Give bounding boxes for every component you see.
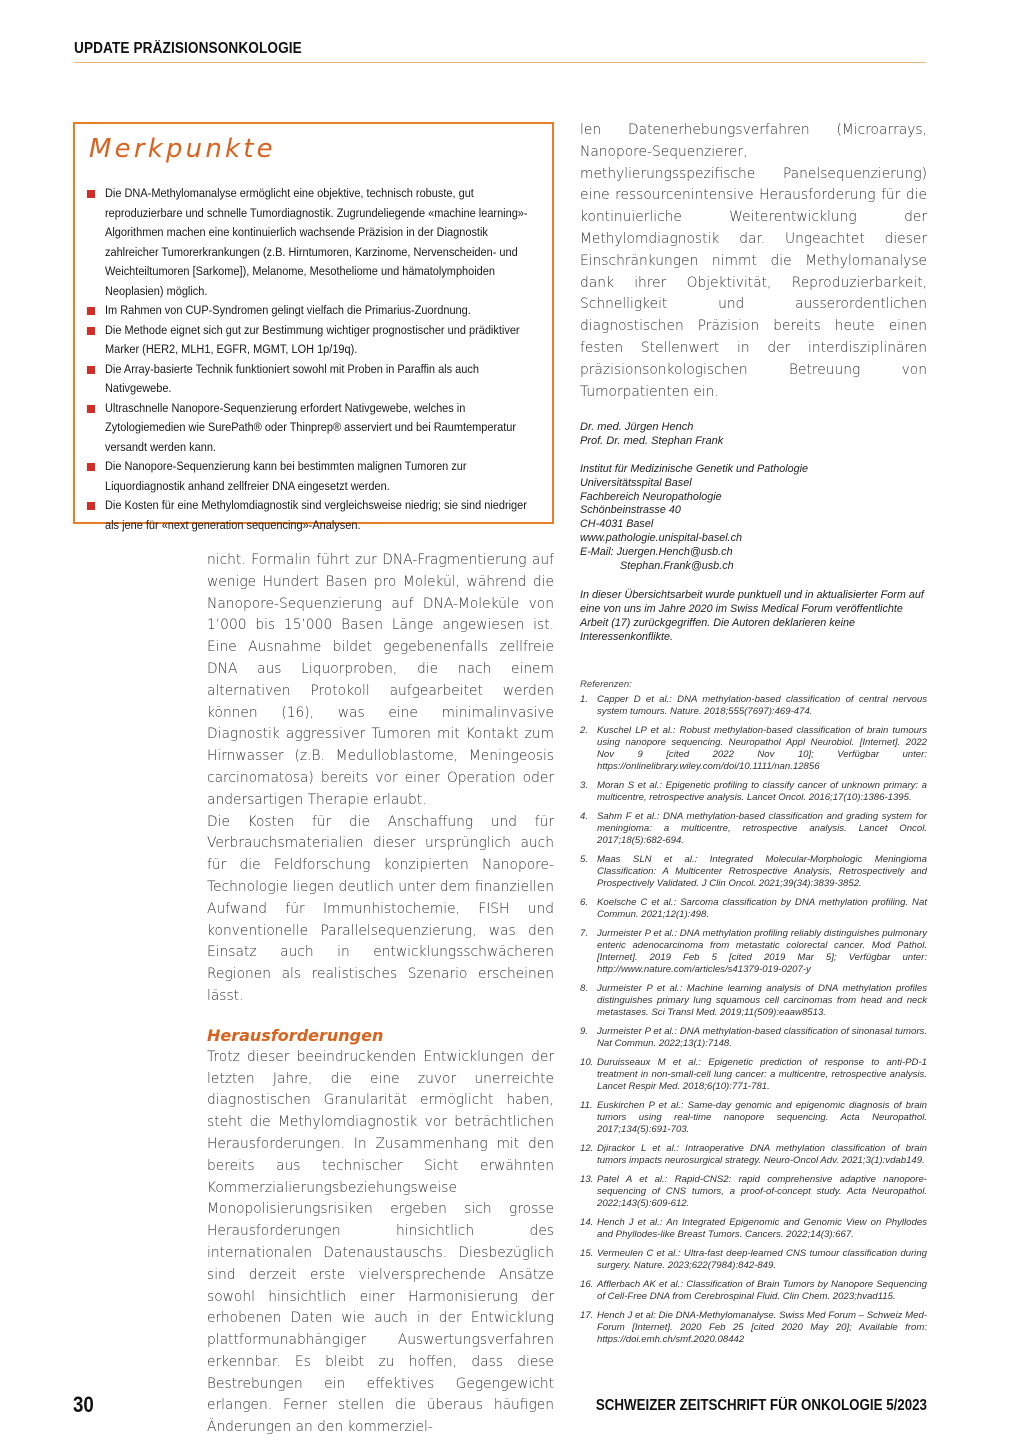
- section-header: UPDATE PRÄZISIONSONKOLOGIE: [74, 40, 302, 57]
- body-paragraph: len Datenerhebungsverfahren (Microarrays, Nanopore-Sequenzierer, methylierungsspezifische Panelsequenzierung) eine ressourcenintensive Herausforderung für die kontinuierliche Weiterentwicklung der Methylomdiagnostik dar. Ungeachtet dieser Einschränkungen nimmt die Methylomanalyse dank ihrer Objektivität, Reproduzierbarkeit, Schnelligkeit und ausserordentlichen diagnostischen Präzision bereits heute einen festen Stellenwert in der interdisziplinären präzisionsonkologischen Betreuung von Tumorpatienten ein.: [580, 122, 927, 400]
- square-bullet-icon: [87, 307, 95, 315]
- institution-block: [580, 463, 927, 573]
- subheading: Herausforderungen: [207, 1025, 384, 1045]
- body-paragraph: nicht. Formalin führt zur DNA-Fragmentierung auf wenige Hundert Basen pro Molekül, während die Nanopore-Sequenzierung auf DNA-Moleküle von 1’000 bis 15’000 Basen Länge angewiesen ist. Eine Ausnahme bildet gegebenenfalls zellfreie DNA aus Liquorproben, die nach einem alternativen Protokoll aufgearbeitet werden können (16), was eine minimalinvasive Diagnostik aggressiver Tumoren mit Kontakt zum Hirnwasser (z.B. Medulloblastome, Meningeosis carcinomatosa) bereits vor einer Operation oder andersartigen Therapie erlaubt.: [207, 552, 554, 808]
- left-body-column: [207, 550, 554, 1439]
- references-title: Referenzen:: [580, 678, 632, 690]
- keypoint-item: Die Nanopore-Sequenzierung kann bei bestimmten malignen Tumoren zur Liquordiagnostik anhand zellfreier DNA eingesetzt werden.: [87, 457, 538, 496]
- square-bullet-icon: [87, 366, 95, 374]
- reference-item: 16. Afflerbach AK et al.: Classification of Brain Tumors by Nanopore Sequencing of Cell-Free DNA from Cerebrospinal Fluid. Clin Chem. 2023;hvad115.: [580, 1278, 927, 1302]
- keypoint-item: Ultraschnelle Nanopore-Sequenzierung erfordert Nativgewebe, welches in Zytologiemedien wie SurePath® oder Thinprep® asserviert und bei Raumtemperatur versandt werden kann.: [87, 399, 538, 458]
- email-link[interactable]: E-Mail: Juergen.Hench@usb.ch: [580, 545, 733, 558]
- square-bullet-icon: [87, 405, 95, 413]
- square-bullet-icon: [87, 327, 95, 335]
- reference-item: 6. Koelsche C et al.: Sarcoma classification by DNA methylation profiling. Nat Commun. 2021;12(1):498.: [580, 896, 927, 920]
- keypoints-box: [73, 122, 554, 532]
- website-link[interactable]: www.pathologie.unispital-basel.ch: [580, 531, 743, 544]
- author-name: Prof. Dr. med. Stephan Frank: [580, 435, 724, 448]
- keypoints-list: [87, 184, 538, 535]
- square-bullet-icon: [87, 190, 95, 198]
- body-paragraph: Trotz dieser beeindruckenden Entwicklungen der letzten Jahre, die eine zuvor unerreichte diagnostischen Granularität ermöglicht haben, steht die Methylomdiagnostik vor beträchtlichen Herausforderungen. In Zusammenhang mit den bereits aus technischer Sicht erwähnten Kommerzialierungsbeziehungsweise Monopolisierungsrisiken ergeben sich grosse Herausforderungen hinsichtlich des internationalen Datenaustauschs. Diesbezüglich sind derzeit erste vielversprechende Ansätze sowohl hinsichtlich einer Harmonisierung der erhobenen Daten wie auch in der Entwicklung plattformunabhängiger Auswertungsverfahren erkennbar. Es bleibt zu hoffen, dass diese Bestrebungen ein effektives Gegengewicht erlangen. Ferner stellen die überaus häufigen Änderungen an den kommerziel-: [207, 1048, 554, 1436]
- institution-line: Institut für Medizinische Genetik und Pathologie: [580, 462, 809, 475]
- reference-item: 4. Sahm F et al.: DNA methylation-based classification and grading system for meningioma: a multicentre, retrospective analysis. Lancet Oncol. 2017;18(5):682-694.: [580, 810, 927, 846]
- reference-item: 2. Kuschel LP et al.: Robust methylation-based classification of brain tumours using nanopore sequencing. Neuropathol Appl Neurobiol. [Internet]. 2022 Nov 9 [cited 2022 Nov 10]; Verfügbar unter: https://onlinelibrary.wiley.com/doi/10.1111/nan.12856: [580, 724, 927, 772]
- references-list: [580, 694, 927, 1346]
- institution-line: Schönbeinstrasse 40: [580, 504, 681, 517]
- square-bullet-icon: [87, 463, 95, 471]
- keypoint-item: Die Array-basierte Technik funktioniert sowohl mit Proben in Paraffin als auch Nativgewebe.: [87, 360, 538, 399]
- reference-item: 3. Moran S et al.: Epigenetic profiling to classify cancer of unknown primary: a multicentre, retrospective analysis. Lancet Oncol. 2016;17(10):1386-1395.: [580, 779, 927, 803]
- reference-item: 1. Capper D et al.: DNA methylation-based classification of central nervous system tumours. Nature. 2018;555(7697):469-474.: [580, 693, 927, 717]
- page-number: 30: [73, 1392, 94, 1417]
- reference-item: 12. Djirackor L et al.: Intraoperative DNA methylation classification of brain tumors impacts neurosurgical strategy. Neuro-Oncol Adv. 2021;3(1):vdab149.: [580, 1142, 927, 1166]
- reference-item: 5. Maas SLN et al.: Integrated Molecular-Morphologic Meningioma Classification: A Multicenter Retrospective Analysis, Retrospectively and Prospectively Validated. J Clin Oncol. 2021;39(34):3839-3852.: [580, 853, 927, 889]
- author-name: Dr. med. Jürgen Hench: [580, 421, 694, 434]
- keypoint-item: Die DNA-Methylomanalyse ermöglicht eine objektive, technisch robuste, gut reproduzierbare und schnelle Tumordiagnostik. Zugrundeliegende «machine learning»-Algorithmen machen eine kontinuierlich wachsende Präzision in der Diagnostik zahlreicher Tumorerkrankungen (z.B. Hirntumoren, Karzinome, Nervenscheiden- und Weichteiltumoren [Sarkome]), Melanome, Mesotheliome und hämatolymphoiden Neoplasien) möglich.: [87, 184, 538, 301]
- reference-item: 15. Vermeulen C et al.: Ultra-fast deep-learned CNS tumour classification during surgery. Nature. 2023;622(7984):842-849.: [580, 1247, 927, 1271]
- journal-footer: SCHWEIZER ZEITSCHRIFT FÜR ONKOLOGIE 5/2023: [595, 1397, 927, 1414]
- reference-item: 14. Hench J et al.: An Integrated Epigenomic and Genomic View on Phyllodes and Phyllodes-like Breast Tumors. Cancers. 2022;14(3):667.: [580, 1216, 927, 1240]
- keypoints-title: Merkpunkte: [89, 134, 276, 164]
- square-bullet-icon: [87, 502, 95, 510]
- email-link[interactable]: Stephan.Frank@usb.ch: [620, 559, 734, 572]
- reference-item: 7. Jurmeister P et al.: DNA methylation profiling reliably distinguishes pulmonary enteric adenocarcinoma from metastatic colorectal cancer. Mod Pathol. [Internet]. 2019 Feb 5 [cited 2019 Mar 5]; Verfügbar unter: http://www.nature.com/articles/s41379-019-0207-y: [580, 927, 927, 975]
- institution-line: Fachbereich Neuropathologie: [580, 490, 722, 503]
- right-column: [580, 120, 927, 1353]
- author-block: [580, 421, 927, 449]
- institution-line: Universitätsspital Basel: [580, 476, 692, 489]
- reference-item: 8. Jurmeister P et al.: Machine learning analysis of DNA methylation profiles distinguishes primary lung squamous cell carcinomas from head and neck metastases. Sci Transl Med. 2019;11(509):eaaw8513.: [580, 982, 927, 1018]
- keypoint-item: Im Rahmen von CUP-Syndromen gelingt vielfach die Primarius-Zuordnung.: [87, 301, 538, 321]
- header-rule: [74, 62, 926, 63]
- reference-item: 10. Duruisseaux M et al.: Epigenetic prediction of response to anti-PD-1 treatment in non-small-cell lung cancer: a multicentre, retrospective analysis. Lancet Respir Med. 2018;6(10):771-781.: [580, 1056, 927, 1092]
- keypoint-item: Die Methode eignet sich gut zur Bestimmung wichtiger prognostischer und prädiktiver Marker (HER2, MLH1, EGFR, MGMT, LOH 1p/19q).: [87, 321, 538, 360]
- reference-item: 11. Euskirchen P et al.: Same-day genomic and epigenomic diagnosis of brain tumors using real-time nanopore sequencing. Acta Neuropathol. 2017;134(5):691-703.: [580, 1099, 927, 1135]
- institution-line: CH-4031 Basel: [580, 518, 654, 531]
- reference-item: 17. Hench J et al: Die DNA-Methylomanalyse. Swiss Med Forum – Schweiz Med-Forum [Internet]. 2020 Feb 25 [cited 2020 May 20]; Available from: https://doi.emh.ch/smf.2020.08442: [580, 1309, 927, 1345]
- reference-item: 13. Patel A et al.: Rapid-CNS2: rapid comprehensive adaptive nanopore-sequencing of CNS tumors, a proof-of-concept study. Acta Neuropathol. 2022;143(5):609-612.: [580, 1173, 927, 1209]
- body-paragraph: Die Kosten für die Anschaffung und für Verbrauchsmaterialien dieser ursprünglich auch für die Feldforschung konzipierten Nanopore-Technologie liegen deutlich unter dem finanziellen Aufwand für Immunhistochemie, FISH und konventionelle Parallelsequenzierung, was den Einsatz auch in entwicklungsschwächeren Regionen als realistisches Szenario erscheinen lässt.: [207, 813, 554, 1004]
- keypoint-item: Die Kosten für eine Methylomdiagnostik sind vergleichsweise niedrig; sie sind niedriger als jene für «next generation sequencing»-Analysen.: [87, 496, 538, 535]
- reference-item: 9. Jurmeister P et al.: DNA methylation-based classification of sinonasal tumors. Nat Commun. 2022;13(1):7148.: [580, 1025, 927, 1049]
- disclosure-note: In dieser Übersichtsarbeit wurde punktuell und in aktualisierter Form auf eine von uns im Jahre 2020 im Swiss Medical Forum veröffentlichte Arbeit (17) zurückgegriffen. Die Autoren deklarieren keine Interessenkonflikte.: [580, 589, 924, 643]
